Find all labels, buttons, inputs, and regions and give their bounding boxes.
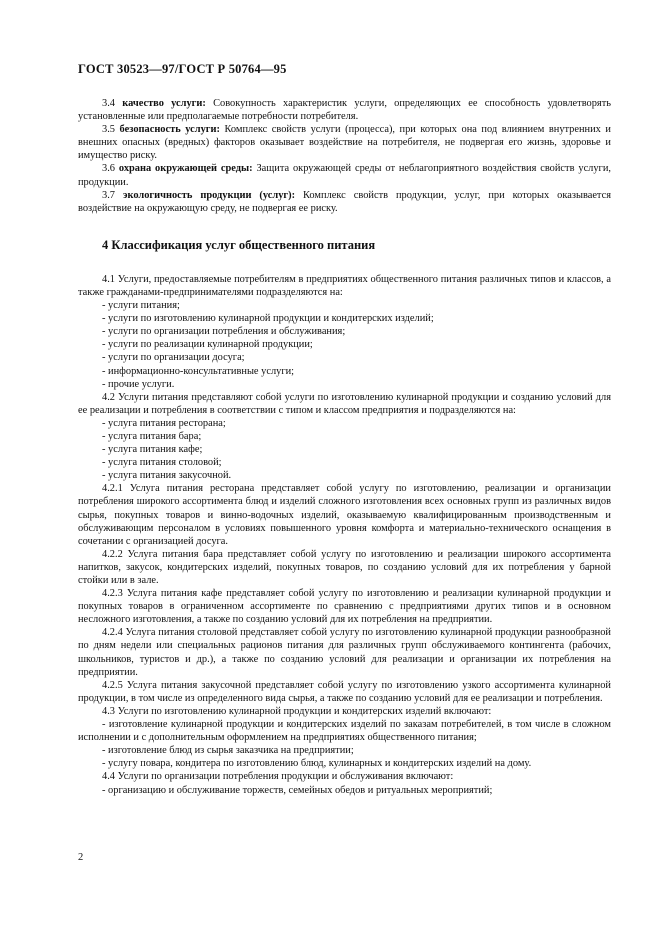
list-item: - услуги по изготовлению кулинарной продукции и кондитерских изделий; — [102, 313, 434, 325]
def-term: безопасность услуги: — [119, 124, 220, 136]
paragraph-4-2: 4.2 Услуги питания представляют собой услуги по изготовлению кулинарной продукции и созданию условий для ее реализации и потребления в соответствии с типом и классом предприятия и подразделяются на: — [78, 391, 611, 416]
def-term: охрана окружающей среды: — [118, 163, 253, 175]
def-text: Комплекс свойств продукции, услуг, при которых оказывается воздействие на окружающую среду, не подвергая ее риску. — [78, 189, 611, 214]
paragraph-4-2-3: 4.2.3 Услуга питания кафе представляет собой услугу по изготовлению и реализации кулинарной продукции и покупных товаров в ограниченном ассортименте по сравнению с предприятиями других типов и в основном несложного изготовления, а также по созданию условий для их потребления на предприятии. — [78, 588, 611, 626]
def-term: качество услуги: — [122, 98, 206, 109]
paragraph-4-3: 4.3 Услуги по изготовлению кулинарной продукции и кондитерских изделий включают: — [102, 705, 492, 717]
def-number: 3.7 — [102, 189, 115, 201]
def-number: 3.6 — [102, 163, 115, 175]
definition-3-4 — [78, 97, 611, 123]
list-item: - услуги по организации потребления и обслуживания; — [102, 326, 346, 338]
list-item: - организацию и обслуживание торжеств, семейных обедов и ритуальных мероприятий; — [102, 784, 493, 796]
page-number: 2 — [78, 852, 84, 863]
paragraph-4-2-4: 4.2.4 Услуга питания столовой представляет собой услугу по изготовлению кулинарной продукции разнообразной по дням недели или специальных рационов питания для различных групп обслуживаемого контингента (рабочих, школьников, туристов и др.), а также по созданию условий для реализации и организации их потребления на предприятии. — [78, 627, 611, 678]
page-body — [78, 97, 611, 797]
paragraph-4-4: 4.4 Услуги по организации потребления продукции и обслуживания включают: — [102, 771, 454, 783]
paragraph-4-2-1: 4.2.1 Услуга питания ресторана представляет собой услугу по изготовлению, реализации и организации потребления широкого ассортимента блюд и изделий сложного изготовления всех основных групп из различных видов сырья, покупных товаров и винно-водочных изделий, оказываемую квалифицированным производственным и обслуживающим персоналом в условиях повышенного уровня комфорта и материально-технического оснащения в сочетании с организацией досуга. — [78, 483, 611, 547]
def-number: 3.4 — [102, 98, 115, 109]
list-item: - услуга питания бара; — [102, 430, 202, 442]
paragraph-4-2-5: 4.2.5 Услуга питания закусочной представляет собой услугу по изготовлению узкого ассортимента кулинарной продукции, в том числе из определенного вида сырья, а также по созданию условий для ее реализации и потребления. — [78, 679, 611, 704]
list-item: - услуги по организации досуга; — [102, 352, 245, 364]
list-item: - услуга питания столовой; — [102, 457, 222, 469]
def-text: Защита окружающей среды от неблагоприятного воздействия свойств услуги, продукции. — [78, 163, 611, 188]
list-item: - изготовление кулинарной продукции и кондитерских изделий по заказам потребителей, в том числе в сложном исполнении и с дополнительным оформлением на предприятиях общественного питания; — [78, 719, 611, 744]
paragraph-4-2-2: 4.2.2 Услуга питания бара представляет собой услугу по изготовлению и реализации широкого ассортимента напитков, закусок, кондитерских изделий, покупных товаров, по созданию условий для их потребления у барной стойки или в зале. — [78, 548, 611, 586]
list-item: - услуга питания закусочной. — [102, 470, 232, 482]
def-number: 3.5 — [102, 124, 115, 136]
list-item: - услуги по реализации кулинарной продукции; — [102, 339, 313, 351]
list-item: - изготовление блюд из сырья заказчика на предприятии; — [102, 745, 354, 757]
definition-3-5 — [78, 123, 611, 162]
list-item: - информационно-консультативные услуги; — [102, 365, 295, 377]
list-item: - услуга питания кафе; — [102, 444, 203, 456]
page-header: ГОСТ 30523—97/ГОСТ Р 50764—95 — [78, 62, 287, 76]
paragraph-4-1: 4.1 Услуги, предоставляемые потребителям в предприятиях общественного питания различных типов и классов, а также гражданами-предпринимателями подразделяются на: — [78, 273, 611, 298]
definition-3-6 — [78, 162, 611, 188]
list-item: - услуги питания; — [102, 300, 180, 312]
def-text: Совокупность характеристик услуги, определяющих ее способность удовлетворять установленные или предполагаемые потребности потребителя. — [78, 98, 611, 123]
list-item: - прочие услуги. — [102, 378, 175, 390]
definition-3-7 — [78, 189, 611, 215]
def-text: Комплекс свойств услуги (процесса), при которых она под влиянием внутренних и внешних опасных (вредных) факторов оказывает воздействие на потребителя, не подвергая его жизнь, здоровье и имущество риску. — [78, 124, 611, 162]
section-title: 4 Классификация услуг общественного питания — [102, 237, 376, 252]
list-item: - услугу повара, кондитера по изготовлению блюд, кулинарных и кондитерских изделий на дому. — [102, 758, 532, 770]
def-term: экологичность продукции (услуг): — [123, 189, 296, 201]
list-item: - услуга питания ресторана; — [102, 417, 226, 429]
